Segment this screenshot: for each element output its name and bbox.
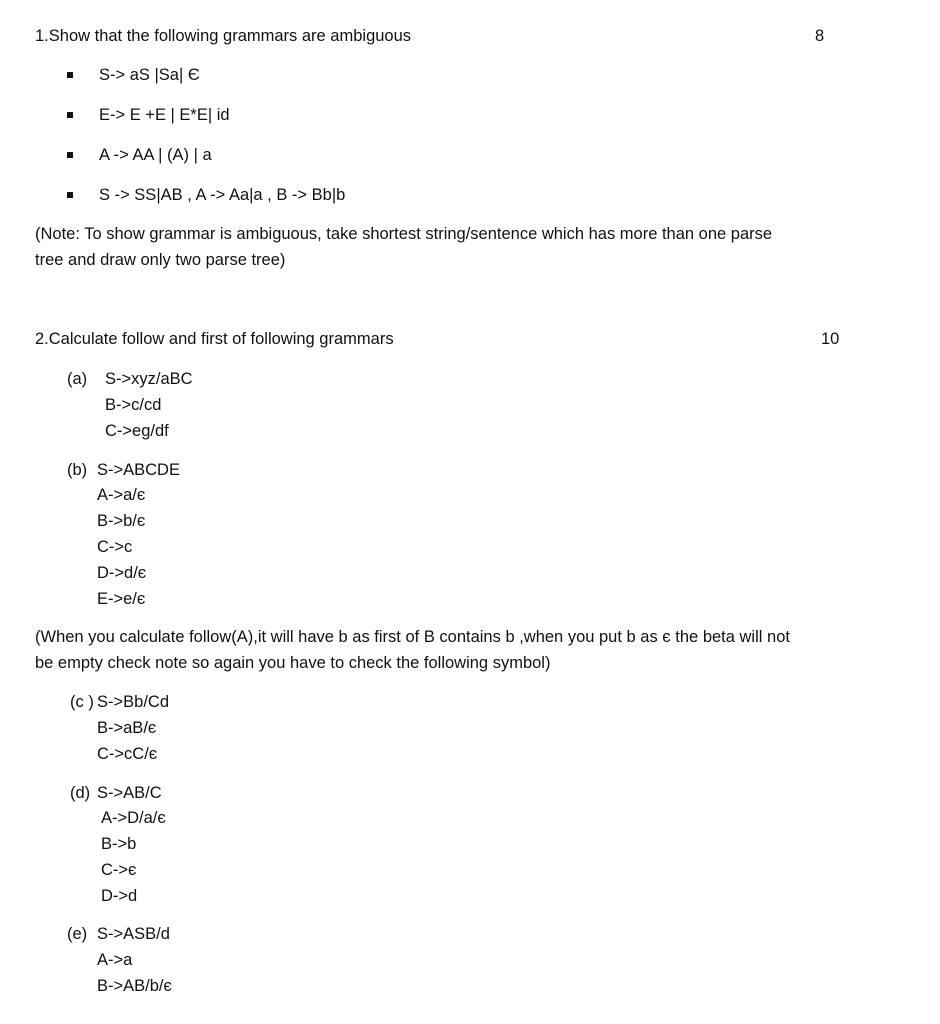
question-2-marks: 10 [821, 330, 840, 348]
question-2-note-line-2: be empty check note so again you have to check the following symbol) [35, 654, 551, 672]
bullet-icon [67, 152, 73, 158]
part-b-rule: B->b/є [97, 512, 146, 530]
bullet-icon [67, 112, 73, 118]
question-2-title: 2.Calculate follow and first of following grammars [35, 330, 394, 348]
part-d-label: (d) [70, 784, 91, 802]
part-b-rule: E->e/є [97, 590, 146, 608]
bullet-icon [67, 72, 73, 78]
part-d-rule: S->AB/C [97, 784, 162, 802]
bullet-icon [67, 192, 73, 198]
part-b-rule: D->d/є [97, 564, 147, 582]
part-a-rule: S->xyz/aBC [105, 370, 193, 388]
grammar-4: S -> SS|AB , A -> Aa|a , B -> Bb|b [99, 186, 346, 204]
part-e-rule: B->AB/b/є [97, 977, 172, 995]
grammar-1: S-> aS |Sa| Є [99, 66, 200, 84]
question-1-marks: 8 [815, 27, 825, 45]
question-1-title: 1.Show that the following grammars are ambiguous [35, 27, 412, 45]
part-b-label: (b) [67, 461, 88, 479]
part-c-rule: B->aB/є [97, 719, 157, 737]
question-1-note-line-2: tree and draw only two parse tree) [35, 251, 286, 269]
part-e-rule: S->ASB/d [97, 925, 170, 943]
part-b-rule: A->a/є [97, 486, 146, 504]
part-d-rule: C->є [101, 861, 137, 879]
part-a-rule: C->eg/df [105, 422, 169, 440]
part-d-rule: A->D/a/є [101, 809, 166, 827]
question-2-note-line-1: (When you calculate follow(A),it will have b as first of B contains b ,when you put b as є the beta will not [35, 628, 790, 646]
part-d-rule: B->b [101, 835, 137, 853]
grammar-3: A -> AA | (A) | a [99, 146, 212, 164]
part-e-label: (e) [67, 925, 88, 943]
part-c-label: (c ) [70, 693, 94, 711]
question-1-note-line-1: (Note: To show grammar is ambiguous, take shortest string/sentence which has more than one parse [35, 225, 773, 243]
part-a-rule: B->c/cd [105, 396, 162, 414]
part-e-rule: A->a [97, 951, 133, 969]
part-c-rule: S->Bb/Cd [97, 693, 169, 711]
part-c-rule: C->cC/є [97, 745, 158, 763]
part-d-rule: D->d [101, 887, 138, 905]
grammar-2: E-> E +E | E*E| id [99, 106, 230, 124]
part-b-rule: C->c [97, 538, 133, 556]
part-b-rule: S->ABCDE [97, 461, 180, 479]
part-a-label: (a) [67, 370, 88, 388]
